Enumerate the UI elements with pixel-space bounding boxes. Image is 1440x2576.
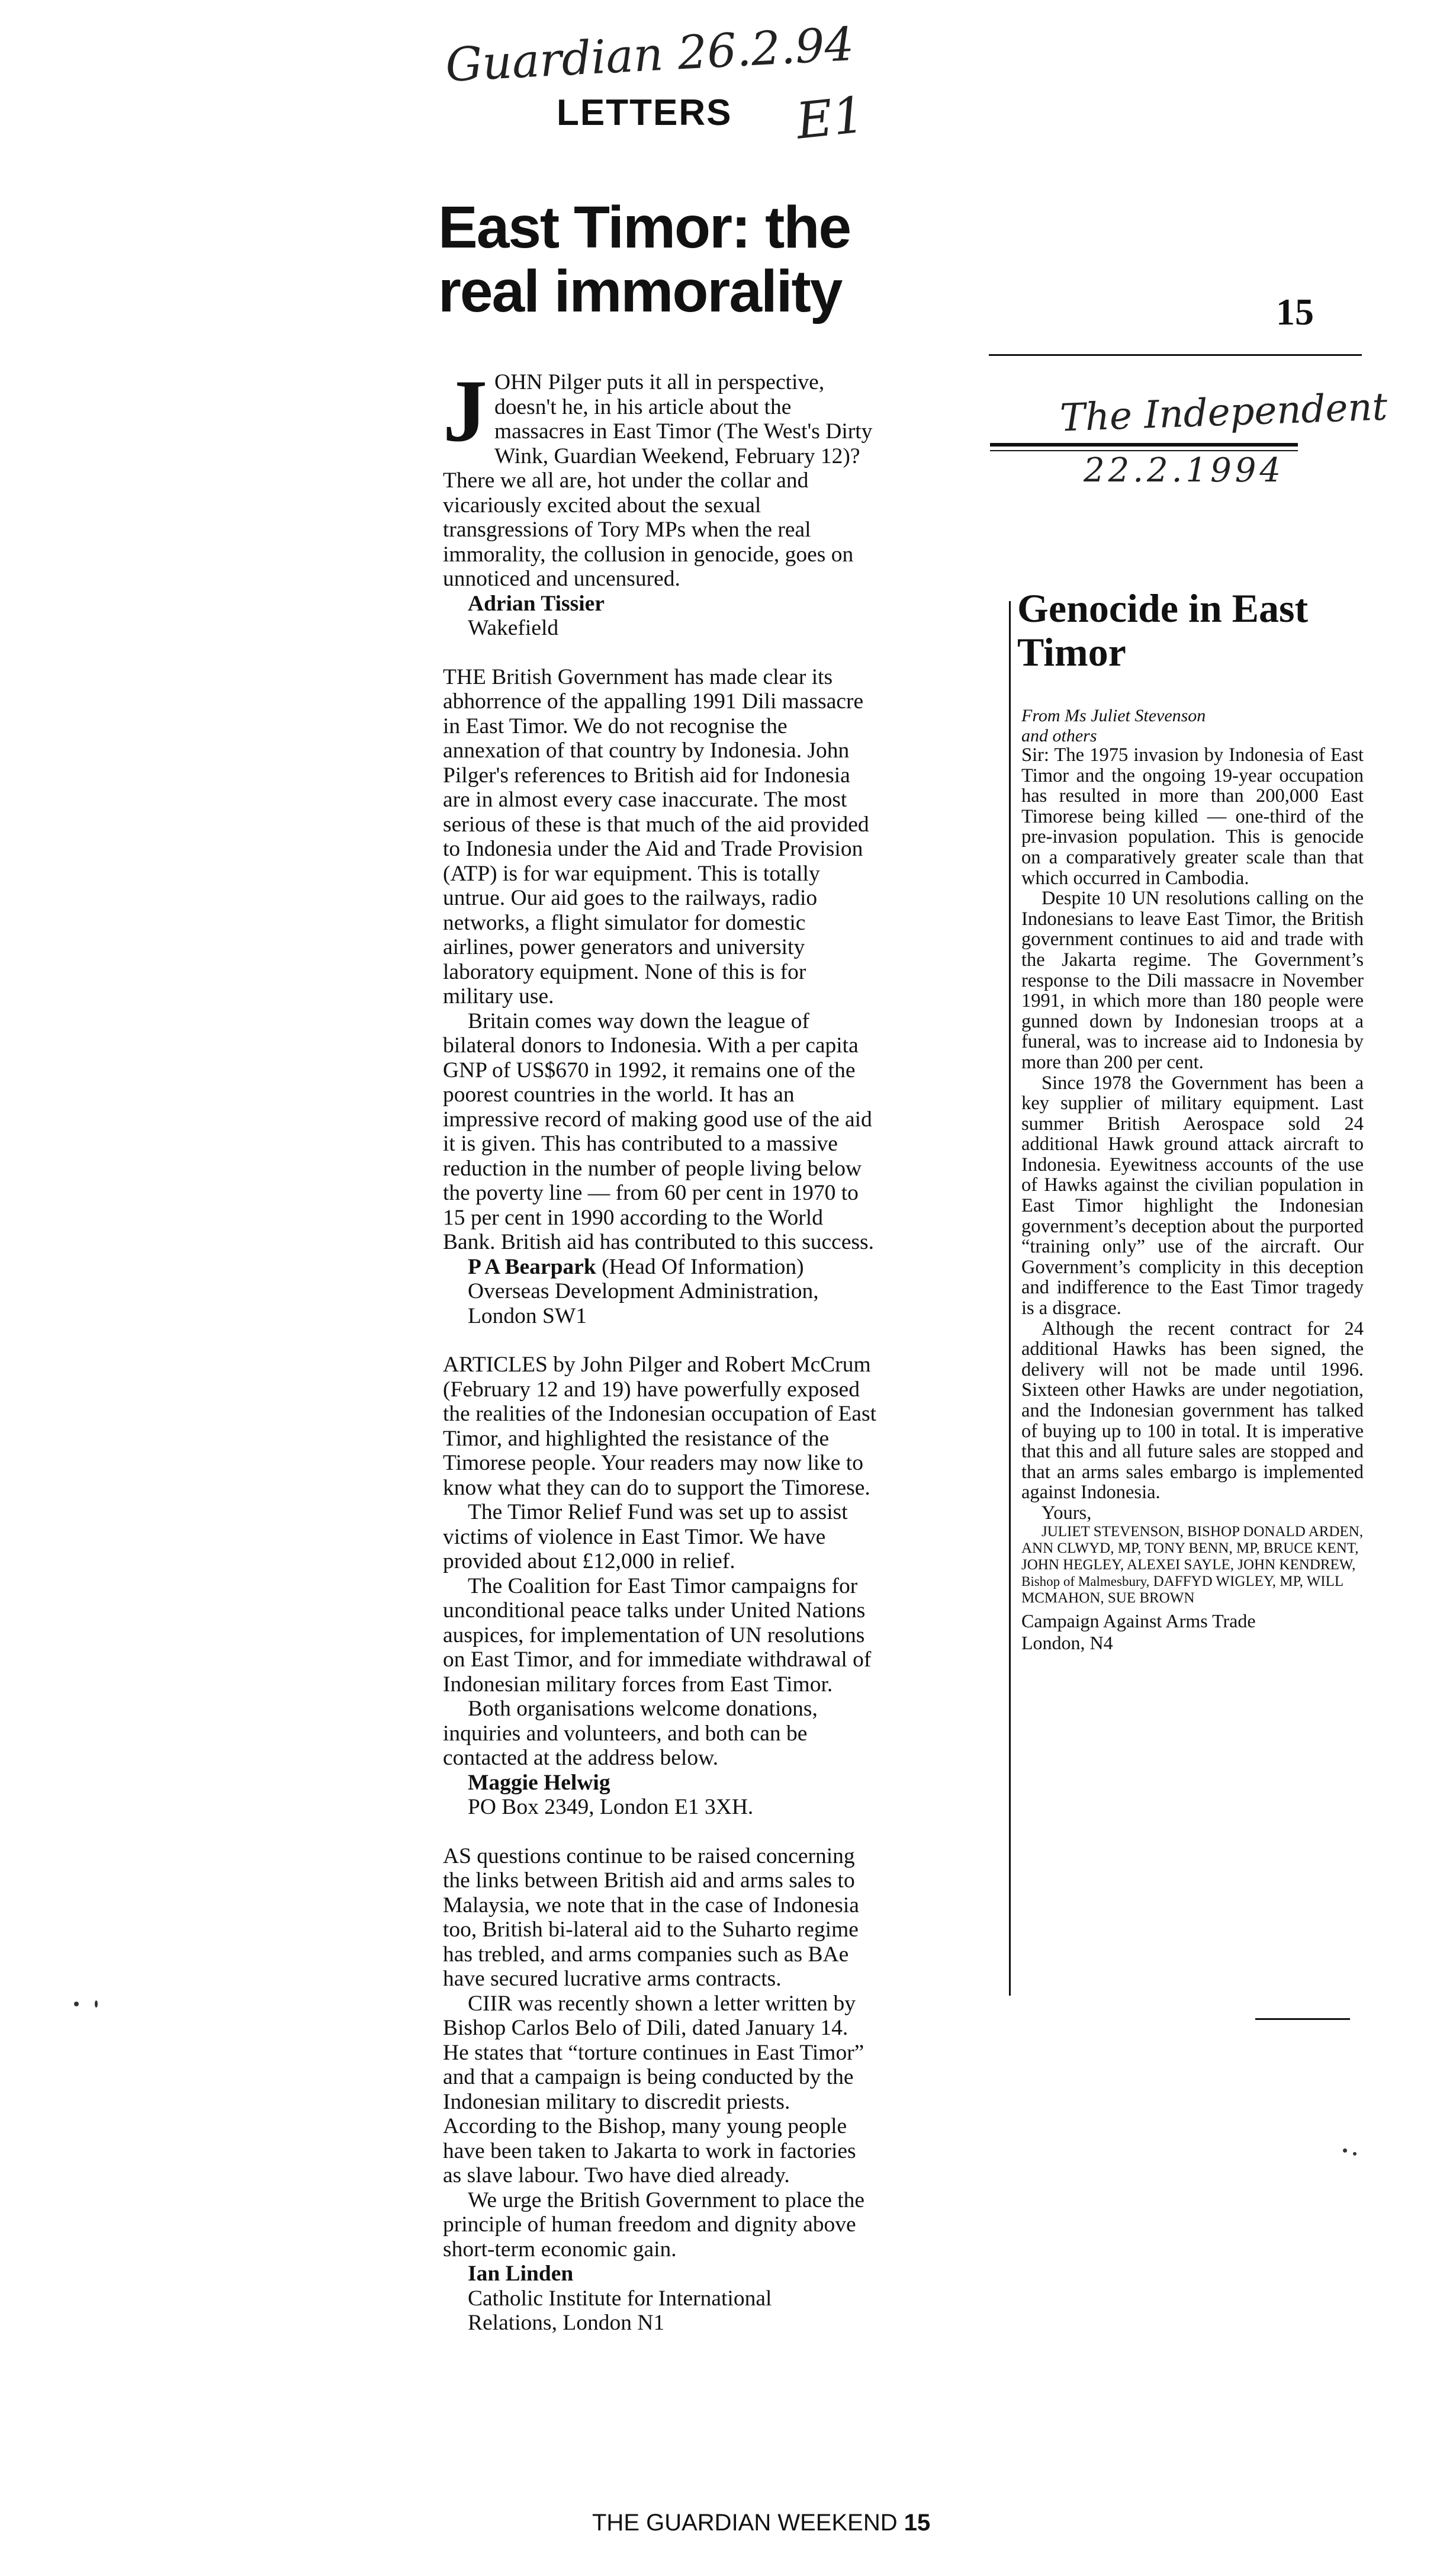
section-label: LETTERS [557,92,732,133]
guardian-footer [592,2510,930,2536]
letter-3 [443,1353,878,1820]
letter-paragraph [443,1500,878,1574]
scan-speck [95,2000,98,2008]
top-rule [989,354,1362,356]
letter-paragraph [443,362,878,592]
letter-paragraph [443,2188,878,2262]
letter-address-line: Wakefield [468,616,559,640]
letter-address-line: London SW1 [468,1303,587,1328]
letter-paragraph [443,665,878,1009]
paragraph-text: ARTICLES by John Pilger and Robert McCrum (February 12 and 19) have powerfully exposed the realities of the Indonesian occupation of East Timor, and highlighted the resistance of the Timorese people. Your readers may now like to know what they can do to support the Timorese. [443,1353,877,1500]
signature-name: P A Bearpark [468,1254,596,1279]
independent-paragraph: Since 1978 the Government has been a key supplier of military equipment. Last summer British Aerospace sold 24 additional Hawk ground attack aircraft to Indonesia. Eyewitness accounts of the use of Hawks against the civilian population in East Timor highlight the Indonesian government’s deception about the purported “training only” use of the aircraft. Our Government’s complicity in this deception and indifference to the East Timor tragedy is a disgrace. [1021,1072,1364,1319]
letter-address-line: Overseas Development Administration, [468,1279,819,1303]
signature-name: Maggie Helwig [468,1770,610,1795]
signature-name: Ian Linden [468,2262,574,2286]
letter-address-line: Catholic Institute for International [468,2286,772,2311]
letter-address-line: PO Box 2349, London E1 3XH. [468,1795,754,1819]
letter-paragraph [443,1009,878,1255]
letter-paragraph [443,1844,878,1992]
byline-line: and others [1021,726,1097,746]
scan-speck [1343,2148,1347,2153]
letter-2 [443,665,878,1329]
letter-signature [443,1255,878,1280]
letter-signature [443,1771,878,1796]
handwritten-independent-date: 22.2.1994 [1084,451,1285,490]
letter-4 [443,1844,878,2336]
paragraph-text: Both organisations welcome donations, inquiries and volunteers, and both can be contacted at the address below. [443,1697,818,1770]
independent-page-number: 15 [1276,291,1314,333]
column-rule [1009,601,1011,1996]
guardian-headline: East Timor: the real immorality [438,194,851,325]
organisation-address [1021,1610,1364,1654]
footer-text: THE GUARDIAN WEEKEND [592,2510,904,2536]
signatories [1021,1524,1364,1607]
letter-closing: Yours, [1042,1502,1092,1524]
independent-headline: Genocide in East Timor [1017,586,1309,674]
paragraph-text: OHN Pilger puts it all in perspective, doesn't he, in his article about the massacres in East Timor (The West's Dirty Wink, Guardian Weekend, February 12)? There we all are, hot under the collar and vicariously excited about the sexual transgressions of Tory MPs when the real immorality, the collusion in genocide, goes on unnoticed and uncensured. [443,370,873,591]
letter-address-line: Relations, London N1 [468,2311,665,2335]
paragraph-text: The Timor Relief Fund was set up to assist victims of violence in East Timor. We have provided about £12,000 in relief. [443,1500,848,1573]
letter-paragraph [443,1353,878,1500]
independent-byline [1021,706,1341,746]
independent-paragraph: Sir: The 1975 invasion by Indonesia of East Timor and the ongoing 19-year occupation has resulted in more than 200,000 East Timorese being killed — one-third of the pre-invasion population. This is genocide on a comparatively greater scale than that which occurred in Cambodia. [1021,744,1364,889]
letter-paragraph [443,1697,878,1771]
guardian-letters-column [443,362,878,2360]
organisation-line: London, N4 [1021,1631,1113,1653]
signature-title: (Head Of Information) [596,1254,804,1279]
scan-speck [74,2002,79,2006]
letter-paragraph [443,1992,878,2188]
independent-paragraph: Despite 10 UN resolutions calling on the Indonesians to leave East Timor, the British government continues to aid and trade with the Jakarta regime. The Government’s response to the Dili massacre in November 1991, in which more than 180 people were gunned down by Indonesian troops at a funeral, was to increase aid to Indonesia by more than 200 per cent. [1021,888,1364,1073]
letter-paragraph [443,1574,878,1697]
independent-paragraph: Although the recent contract for 24 additional Hawks has been signed, the delivery will not be made until 1996. Sixteen other Hawks are under negotiation, and the Indonesian government has talked of buying up to 100 in total. It is imperative that this and all future sales are stopped and that an arms sales embargo is implemented against Indonesia. [1021,1318,1364,1504]
footer-page-number: 15 [904,2510,931,2536]
independent-paragraphs [1021,745,1364,1503]
signature-name: Adrian Tissier [468,591,605,616]
handwritten-source-note: Guardian 26.2.94 [444,17,856,93]
paragraph-text: CIIR was recently shown a letter written by Bishop Carlos Belo of Dili, dated January 14. He states that “torture continues in East Timor” and that a campaign is being conducted by the Indonesian military to discredit priests. According to the Bishop, many young people have been taken to Jakarta to work in factories as slave labour. Two have died already. [443,1991,864,2188]
scan-speck [1353,2152,1357,2156]
signatories-part-2: DAFFYD WIGLEY, MP, WILL MCMAHON, SUE BROWN [1021,1573,1343,1606]
paragraph-text: Britain comes way down the league of bilateral donors to Indonesia. With a per capita GNP of US$670 in 1992, it remains one of the poorest countries in the world. It has an impressive record of making good use of the aid it is given. This has contributed to a massive reduction in the number of people living below the poverty line — from 60 per cent in 1970 to 15 per cent in 1990 according to the World Bank. British aid has contributed to this success. [443,1008,875,1254]
paragraph-text: THE British Government has made clear its abhorrence of the appalling 1991 Dili massacre in East Timor. We do not recognise the annexation of that country by Indonesia. John Pilger's references to British aid for Indonesia are in almost every case inaccurate. The most serious of these is that much of the aid provided to Indonesia under the Aid and Trade Provision (ATP) is for war equipment. This is totally untrue. Our aid goes to the railways, radio networks, a flight simulator for domestic airlines, power generators and university laboratory equipment. None of this is for military use. [443,664,869,1008]
signatories-note: Bishop of Malmesbury, [1021,1573,1150,1589]
masthead-rule-thick [990,443,1298,447]
bottom-rule [1255,2018,1350,2020]
handwritten-mark: E1 [793,85,867,150]
byline-line: From Ms Juliet Stevenson [1021,706,1206,725]
signatories-part-1: JULIET STEVENSON, BISHOP DONALD ARDEN, ANN CLWYD, MP, TONY BENN, MP, BRUCE KENT, JOHN HEGLEY, ALEXEI SAYLE, JOHN KENDREW, [1021,1523,1364,1573]
masthead-rule-thin [990,450,1298,451]
paragraph-text: The Coalition for East Timor campaigns for unconditional peace talks under United Nations auspices, for implementation of UN resolutions on East Timor, and for immediate withdrawal of Indonesian military forces from East Timor. [443,1573,872,1697]
paragraph-text: We urge the British Government to place the principle of human freedom and dignity above short-term economic gain. [443,2188,865,2262]
letter-signature [443,2262,878,2286]
independent-letter-body [1021,745,1364,1654]
drop-cap: J [443,362,487,460]
handwritten-independent-note: The Independent [1059,385,1388,441]
letter-signature [443,592,878,616]
letter-1 [443,362,878,641]
organisation-line: Campaign Against Arms Trade [1021,1610,1256,1631]
paragraph-text: AS questions continue to be raised concerning the links between British aid and arms sales to Malaysia, we note that in the case of Indonesia too, British bi-lateral aid to the Suharto regime has trebled, and arms companies such as BAe have secured lucrative arms contracts. [443,1843,859,1991]
